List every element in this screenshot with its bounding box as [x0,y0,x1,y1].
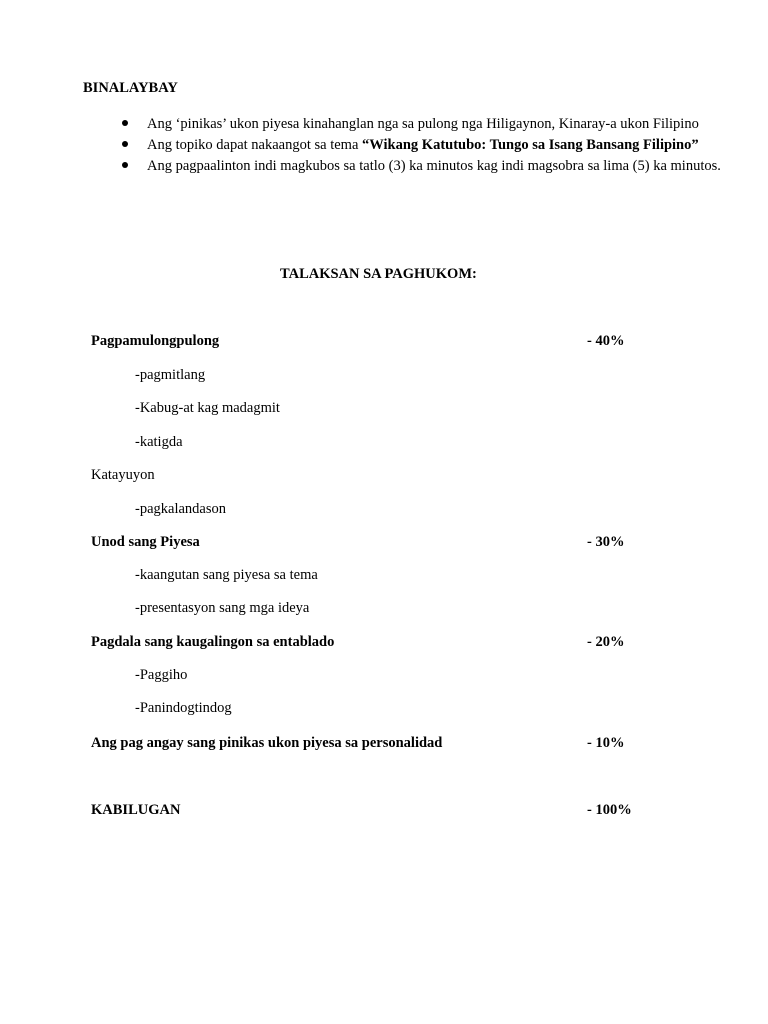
criterion-subitem: -pagmitlang [135,367,206,383]
criterion-percent: - 30% [587,534,625,550]
section-heading: BINALAYBAY [83,80,178,96]
criterion-subitem: -Kabug-at kag madagmit [135,400,280,416]
criterion-label: Ang pag angay sang pinikas ukon piyesa sa personalidad [91,735,443,751]
list-item [120,156,730,177]
rule-text: Ang pagpaalinton indi magkubos sa tatlo (3) ka minutos kag indi magsobra sa lima (5) ka minutos. [147,158,721,174]
criterion-subitem: -Paggiho [135,667,188,683]
criterion-sublabel: Katayuyon [91,467,155,483]
criterion-subitem: -katigda [135,434,183,450]
criterion-label: Pagpamulongpulong [91,333,220,349]
total-percent: - 100% [587,802,632,818]
total-label: KABILUGAN [91,802,181,818]
criterion-subitem: -presentasyon sang mga ideya [135,600,310,616]
criterion-subitem: -Panindogtindog [135,700,232,716]
criterion-label: Pagdala sang kaugalingon sa entablado [91,634,335,650]
criterion-percent: - 10% [587,735,625,751]
criteria-title: TALAKSAN SA PAGHUKOM: [280,266,477,282]
rule-text: Ang ‘pinikas’ ukon piyesa kinahanglan nga sa pulong nga Hiligaynon, Kinaray-a ukon Filipino [147,116,699,132]
criterion-subitem: -pagkalandason [135,501,226,517]
list-item [120,114,730,135]
criterion-percent: - 20% [587,634,625,650]
rule-text: Ang topiko dapat nakaangot sa tema [147,137,363,153]
bullet-icon [122,141,128,147]
bullet-icon [122,120,128,126]
bullet-icon [122,162,128,168]
rules-list [120,114,730,177]
theme-title: “Wikang Katutubo: Tungo sa Isang Bansang Filipino” [362,137,699,153]
criterion-subitem: -kaangutan sang piyesa sa tema [135,567,318,583]
criterion-label: Unod sang Piyesa [91,534,200,550]
criterion-percent: - 40% [587,333,625,349]
list-item [120,135,730,156]
